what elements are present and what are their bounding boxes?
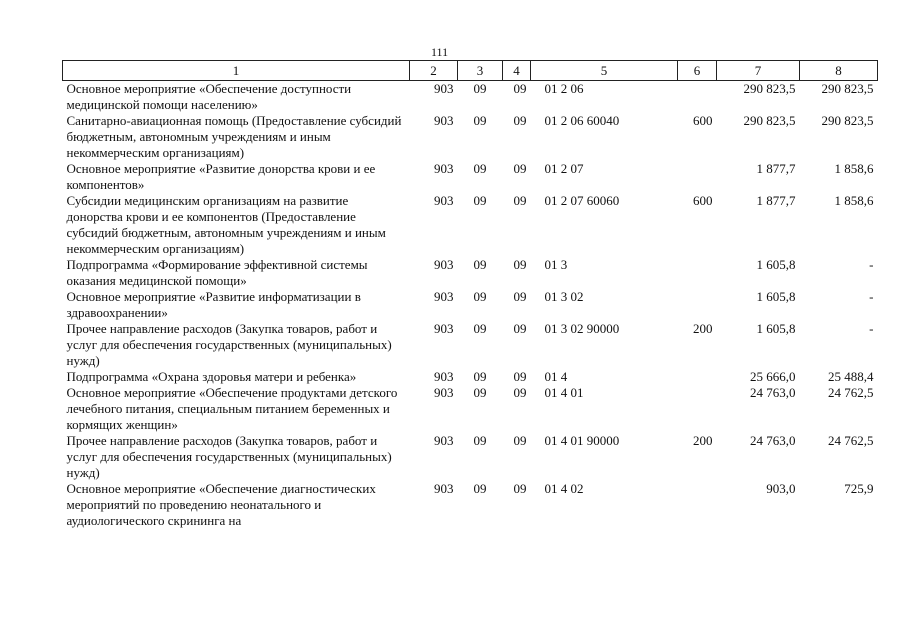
row-name-cell: Подпрограмма «Охрана здоровья матери и ребенка» — [66, 369, 357, 384]
row-name-cell: Основное мероприятие «Развитие информатизации в здравоохранении» — [66, 289, 361, 320]
row-section-cell: 09 — [473, 321, 487, 336]
row-amount-1-cell: 1 605,8 — [756, 257, 796, 272]
row-amount-2-cell: 725,9 — [844, 481, 874, 496]
row-amount-1-cell: 903,0 — [766, 481, 796, 496]
row-grbs-cell: 903 — [434, 81, 454, 96]
row-section-cell: 09 — [473, 161, 487, 176]
table-row — [63, 385, 878, 433]
column-header: 2 — [410, 61, 458, 81]
table-row — [63, 161, 878, 193]
row-grbs-cell: 903 — [434, 385, 454, 400]
row-name-cell: Основное мероприятие «Обеспечение доступности медицинской помощи населению» — [66, 81, 352, 112]
row-target-article-cell: 01 3 — [544, 257, 568, 272]
row-target-article-cell: 01 2 06 — [544, 81, 584, 96]
row-amount-2-cell: - — [869, 321, 874, 336]
row-expense-type-cell: 600 — [693, 113, 713, 128]
budget-table — [62, 60, 878, 529]
row-target-article-cell: 01 2 07 — [544, 161, 584, 176]
column-header: 8 — [800, 61, 878, 81]
row-amount-2-cell: 24 762,5 — [828, 385, 874, 400]
row-amount-1-cell: 290 823,5 — [743, 81, 796, 96]
table-row — [63, 193, 878, 257]
column-header: 1 — [63, 61, 410, 81]
row-amount-2-cell: 25 488,4 — [828, 369, 874, 384]
row-subsection-cell: 09 — [513, 113, 527, 128]
column-header: 3 — [458, 61, 503, 81]
row-expense-type-cell: 200 — [693, 321, 713, 336]
table-row — [63, 257, 878, 289]
row-grbs-cell: 903 — [434, 433, 454, 448]
row-name-cell: Прочее направление расходов (Закупка товаров, работ и услуг для обеспечения государственных (муниципальных) нужд) — [66, 433, 392, 480]
row-subsection-cell: 09 — [513, 321, 527, 336]
row-section-cell: 09 — [473, 289, 487, 304]
row-section-cell: 09 — [473, 369, 487, 384]
row-amount-2-cell: 1 858,6 — [834, 161, 874, 176]
row-subsection-cell: 09 — [513, 193, 527, 208]
row-expense-type-cell: 200 — [693, 433, 713, 448]
row-subsection-cell: 09 — [513, 369, 527, 384]
row-name-cell: Субсидии медицинским организациям на развитие донорства крови и ее компонентов (Предоставление субсидий бюджетным, автономным учреждениям и иным некоммерческим организациям) — [66, 193, 386, 256]
row-amount-1-cell: 25 666,0 — [750, 369, 796, 384]
row-target-article-cell: 01 4 — [544, 369, 568, 384]
row-section-cell: 09 — [473, 481, 487, 496]
table-row — [63, 81, 878, 114]
row-subsection-cell: 09 — [513, 257, 527, 272]
row-name-cell: Санитарно-авиационная помощь (Предоставление субсидий бюджетным, автономным учреждениям и иным некоммерческим организациям) — [66, 113, 402, 160]
row-amount-1-cell: 24 763,0 — [750, 385, 796, 400]
table-row — [63, 481, 878, 529]
row-amount-2-cell: 1 858,6 — [834, 193, 874, 208]
row-section-cell: 09 — [473, 193, 487, 208]
row-expense-type-cell — [678, 161, 717, 193]
table-row — [63, 289, 878, 321]
row-grbs-cell: 903 — [434, 321, 454, 336]
row-amount-2-cell: 290 823,5 — [821, 113, 874, 128]
row-name-cell: Прочее направление расходов (Закупка товаров, работ и услуг для обеспечения государственных (муниципальных) нужд) — [66, 321, 392, 368]
row-target-article-cell: 01 3 02 — [544, 289, 584, 304]
row-grbs-cell: 903 — [434, 161, 454, 176]
row-expense-type-cell — [678, 481, 717, 529]
row-expense-type-cell — [678, 369, 717, 385]
row-expense-type-cell: 600 — [693, 193, 713, 208]
table-row — [63, 369, 878, 385]
row-amount-1-cell: 1 877,7 — [756, 161, 796, 176]
row-name-cell: Основное мероприятие «Обеспечение диагностических мероприятий по проведению неонатального и аудиологического скрининга на — [66, 481, 376, 528]
row-amount-2-cell: - — [869, 257, 874, 272]
row-subsection-cell: 09 — [513, 433, 527, 448]
table-body — [63, 81, 878, 530]
row-name-cell: Основное мероприятие «Обеспечение продуктами детского лечебного питания, специальным питанием беременных и кормящих женщин» — [66, 385, 398, 432]
page-number: 111 — [431, 45, 449, 59]
row-amount-1-cell: 24 763,0 — [750, 433, 796, 448]
row-amount-1-cell: 1 877,7 — [756, 193, 796, 208]
row-section-cell: 09 — [473, 385, 487, 400]
row-section-cell: 09 — [473, 113, 487, 128]
row-amount-1-cell: 1 605,8 — [756, 321, 796, 336]
row-subsection-cell: 09 — [513, 385, 527, 400]
row-expense-type-cell — [678, 257, 717, 289]
column-header: 7 — [717, 61, 800, 81]
row-expense-type-cell — [678, 289, 717, 321]
row-amount-2-cell: 290 823,5 — [821, 81, 874, 96]
row-expense-type-cell — [678, 385, 717, 433]
row-grbs-cell: 903 — [434, 257, 454, 272]
row-grbs-cell: 903 — [434, 113, 454, 128]
table-header-row — [63, 61, 878, 81]
table-row — [63, 321, 878, 369]
row-grbs-cell: 903 — [434, 193, 454, 208]
row-target-article-cell: 01 3 02 90000 — [544, 321, 620, 336]
table-row — [63, 113, 878, 161]
row-grbs-cell: 903 — [434, 289, 454, 304]
row-amount-2-cell: - — [869, 289, 874, 304]
column-header: 5 — [531, 61, 678, 81]
row-section-cell: 09 — [473, 433, 487, 448]
row-name-cell: Подпрограмма «Формирование эффективной системы оказания медицинской помощи» — [66, 257, 368, 288]
row-target-article-cell: 01 4 01 90000 — [544, 433, 620, 448]
row-grbs-cell: 903 — [434, 369, 454, 384]
row-name-cell: Основное мероприятие «Развитие донорства крови и ее компонентов» — [66, 161, 376, 192]
row-target-article-cell: 01 4 02 — [544, 481, 584, 496]
row-expense-type-cell — [678, 81, 717, 114]
row-amount-1-cell: 1 605,8 — [756, 289, 796, 304]
column-header: 4 — [503, 61, 531, 81]
row-subsection-cell: 09 — [513, 481, 527, 496]
row-subsection-cell: 09 — [513, 289, 527, 304]
row-grbs-cell: 903 — [434, 481, 454, 496]
row-section-cell: 09 — [473, 81, 487, 96]
row-subsection-cell: 09 — [513, 161, 527, 176]
column-header: 6 — [678, 61, 717, 81]
table-row — [63, 433, 878, 481]
row-target-article-cell: 01 2 07 60060 — [544, 193, 620, 208]
row-section-cell: 09 — [473, 257, 487, 272]
row-subsection-cell: 09 — [513, 81, 527, 96]
row-amount-2-cell: 24 762,5 — [828, 433, 874, 448]
row-amount-1-cell: 290 823,5 — [743, 113, 796, 128]
row-target-article-cell: 01 4 01 — [544, 385, 584, 400]
row-target-article-cell: 01 2 06 60040 — [544, 113, 620, 128]
